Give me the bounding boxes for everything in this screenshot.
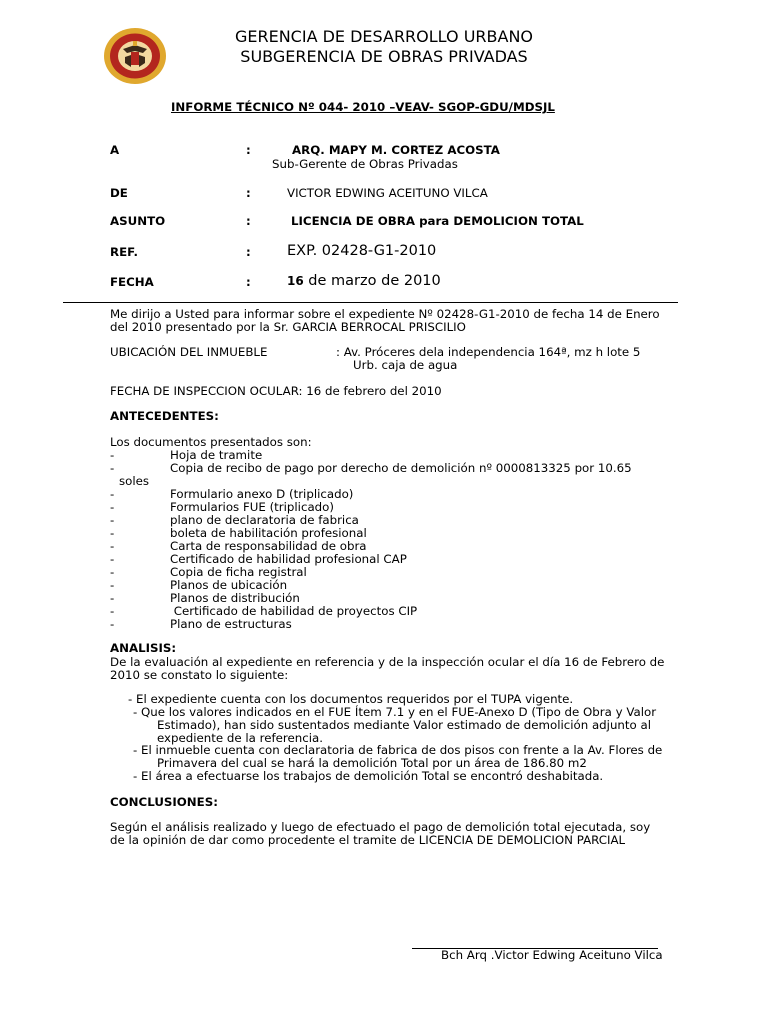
analysis-line-2: 2010 se constato lo siguiente:	[110, 668, 289, 682]
signature-name: Bch Arq .Victor Edwing Aceituno Vilca	[441, 948, 663, 962]
doc-item: Planos de ubicación	[170, 578, 288, 592]
intro-line-1: Me dirijo a Usted para informar sobre el expediente Nº 02428-G1-2010 de fecha 14 de Enero	[110, 307, 660, 321]
document-title: INFORME TÉCNICO Nº 044- 2010 –VEAV- SGOP-GDU/MDSJL	[171, 100, 555, 114]
doc-dash: -	[110, 461, 115, 475]
doc-item: Certificado de habilidad profesional CAP	[170, 552, 407, 566]
conclusion-line-1: Según el análisis realizado y luego de efectuado el pago de demolición total ejecutada, soy	[110, 820, 651, 834]
from-colon: :	[246, 186, 251, 200]
doc-item: Formularios FUE (triplicado)	[170, 500, 334, 514]
doc-dash: -	[110, 617, 115, 631]
doc-item: Hoja de tramite	[170, 448, 263, 462]
finding-3-line-2: Primavera del cual se hará la demolición Total por un área de 186.80 m2	[157, 756, 587, 770]
doc-dash: -	[110, 539, 115, 553]
analysis-heading: ANALISIS:	[110, 641, 177, 655]
doc-dash: -	[110, 578, 115, 592]
to-role: Sub-Gerente de Obras Privadas	[272, 157, 458, 171]
finding-2-line-2: Estimado), han sido sustentados mediante Valor estimado de demolición adjunto al	[157, 718, 652, 732]
location-line-1: : Av. Próceres dela independencia 164ª, mz h lote 5	[336, 345, 641, 359]
intro-line-2: del 2010 presentado por la Sr. GARCIA BERROCAL PRISCILIO	[110, 320, 466, 334]
doc-item: Carta de responsabilidad de obra	[170, 539, 367, 553]
inspection-date: FECHA DE INSPECCION OCULAR: 16 de febrero del 2010	[110, 384, 442, 398]
ref-colon: :	[246, 245, 251, 259]
ref-value: EXP. 02428-G1-2010	[287, 243, 437, 259]
from-value: VICTOR EDWING ACEITUNO VILCA	[287, 186, 488, 200]
subject-label: ASUNTO	[110, 214, 166, 228]
doc-dash: -	[110, 552, 115, 566]
doc-dash: -	[110, 565, 115, 579]
doc-item: Copia de recibo de pago por derecho de demolición nº 0000813325 por 10.65	[170, 461, 632, 475]
header-line-2: SUBGERENCIA DE OBRAS PRIVADAS	[240, 47, 528, 66]
conclusions-heading: CONCLUSIONES:	[110, 795, 218, 809]
to-colon: :	[246, 143, 251, 157]
analysis-line-1: De la evaluación al expediente en referencia y de la inspección ocular el día 16 de Febrero de	[110, 655, 665, 669]
finding-1: - El expediente cuenta con los documentos requeridos por el TUPA vigente.	[128, 692, 574, 706]
date-colon: :	[246, 275, 251, 289]
doc-item: Plano de estructuras	[170, 617, 292, 631]
doc-item: Copia de ficha registral	[170, 565, 307, 579]
date-label: FECHA	[110, 275, 154, 289]
date-rest: de marzo de 2010	[303, 273, 441, 289]
subject-value: LICENCIA DE OBRA para DEMOLICION TOTAL	[291, 214, 584, 228]
doc-dash: -	[110, 500, 115, 514]
documents-intro: Los documentos presentados son:	[110, 435, 312, 449]
location-line-2: Urb. caja de agua	[353, 358, 458, 372]
header-divider	[63, 302, 678, 303]
to-label: A	[110, 143, 120, 157]
doc-item: boleta de habilitación profesional	[170, 526, 367, 540]
doc-item: Formulario anexo D (triplicado)	[170, 487, 354, 501]
subject-colon: :	[246, 214, 251, 228]
doc-item: plano de declaratoria de fabrica	[170, 513, 359, 527]
date-day: 16	[287, 274, 304, 288]
doc-dash: -	[110, 526, 115, 540]
doc-dash: -	[110, 487, 115, 501]
header-line-1: GERENCIA DE DESARROLLO URBANO	[234, 27, 534, 46]
location-label: UBICACIÓN DEL INMUEBLE	[110, 345, 268, 359]
finding-4: - El área a efectuarse los trabajos de demolición Total se encontró deshabitada.	[133, 769, 604, 783]
finding-2-line-3: expediente de la referencia.	[157, 731, 323, 745]
to-name: ARQ. MAPY M. CORTEZ ACOSTA	[292, 143, 500, 157]
date-value	[287, 273, 441, 290]
doc-dash: -	[110, 513, 115, 527]
doc-item-continuation: soles	[119, 474, 150, 488]
from-label: DE	[110, 186, 128, 200]
doc-dash: -	[110, 448, 115, 462]
finding-3-line-1: - El inmueble cuenta con declaratoria de fabrica de dos pisos con frente a la Av. Flores de	[133, 743, 663, 757]
doc-dash: -	[110, 591, 115, 605]
doc-item: Certificado de habilidad de proyectos CIP	[170, 604, 418, 618]
conclusion-line-2: de la opinión de dar como procedente el tramite de LICENCIA DE DEMOLICION PARCIAL	[110, 833, 626, 847]
doc-item: Planos de distribución	[170, 591, 300, 605]
doc-dash: -	[110, 604, 115, 618]
finding-2-line-1: - Que los valores indicados en el FUE Ítem 7.1 y en el FUE-Anexo D (Tipo de Obra y Valor	[133, 705, 657, 719]
ref-label: REF.	[110, 245, 138, 259]
antecedents-heading: ANTECEDENTES:	[110, 409, 219, 423]
